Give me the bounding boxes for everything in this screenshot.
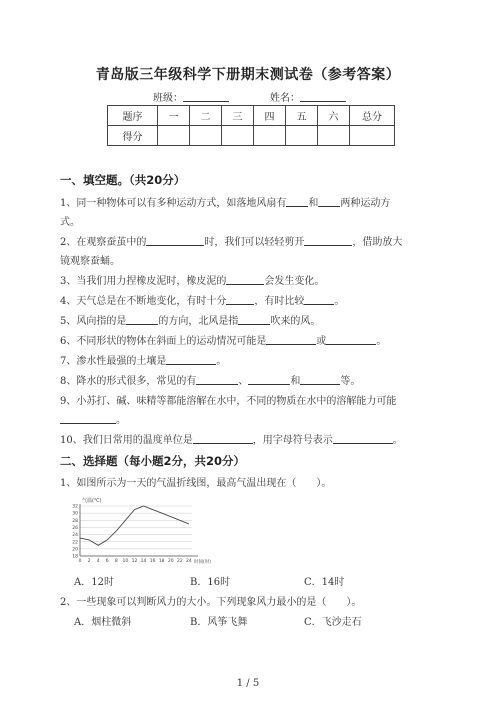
class-field <box>153 89 229 104</box>
question-text: 和 <box>308 198 319 209</box>
section-1-heading: 一、填空题。（共20分） <box>60 173 186 187</box>
score-table <box>107 105 395 146</box>
x-axis-label: 时间(时) <box>194 560 212 565</box>
document-title: 青岛版三年级科学下册期末测试卷（参考答案） <box>95 67 401 83</box>
q1-option-a[interactable]: A．12时 <box>74 577 114 588</box>
page-number: 1 / 5 <box>236 678 260 689</box>
answer-blank[interactable] <box>226 294 254 305</box>
score-cell[interactable] <box>222 126 254 146</box>
answer-blank[interactable] <box>318 196 340 207</box>
q2-option-c[interactable]: C．飞沙走石 <box>304 617 362 628</box>
y-tick-label: 20 <box>72 547 78 553</box>
x-tick-label: 0 <box>78 559 82 564</box>
choice-question-1: 1、如图所示为一天的气温折线图，最高气温出现在（ ）。 <box>60 478 332 489</box>
x-tick-label: 6 <box>105 559 109 564</box>
score-header-cell: 二 <box>190 106 222 126</box>
answer-blank[interactable] <box>304 294 334 305</box>
x-tick-label: 14 <box>140 559 147 564</box>
question-text: 、 <box>238 376 249 387</box>
y-tick-label: 26 <box>72 526 78 532</box>
score-cell[interactable] <box>190 126 222 146</box>
question-text: ，有时比较 <box>254 296 305 307</box>
question-3-line <box>60 272 324 287</box>
score-header-cell: 一 <box>158 106 190 126</box>
answer-blank[interactable] <box>286 196 308 207</box>
x-tick-label: 8 <box>114 559 118 564</box>
choice-question-2: 2、一些现象可以判断风力的大小。下列现象风力最小的是（ ）。 <box>60 597 362 608</box>
score-header-cell: 四 <box>254 106 286 126</box>
question-text: 。 <box>216 356 227 367</box>
question-text: 5、风向指的是 <box>60 316 127 327</box>
temperature-line-chart <box>66 494 212 566</box>
question-text: 式。 <box>60 217 80 228</box>
question-text: ，借助放大 <box>352 237 403 248</box>
question-1-line-cont <box>60 213 80 228</box>
x-tick-label: 2 <box>87 559 91 564</box>
answer-blank[interactable] <box>226 274 264 285</box>
q1-option-b[interactable]: B．16时 <box>190 577 231 588</box>
question-text: 2、在观察蚕茧中的 <box>60 237 147 248</box>
question-text: 3、当我们用力捏橡皮泥时，橡皮泥的 <box>60 276 227 287</box>
x-tick-label: 24 <box>186 559 192 564</box>
question-text: 时，我们可以轻轻剪开 <box>204 237 305 248</box>
question-4-line <box>60 292 344 307</box>
score-cell[interactable] <box>286 126 318 146</box>
question-text: 。 <box>392 435 403 446</box>
question-9-line-cont <box>60 411 126 426</box>
question-text: 吹来的风。 <box>270 316 321 327</box>
score-header-cell: 总分 <box>350 106 395 126</box>
score-table-score-row <box>108 126 395 146</box>
answer-blank[interactable] <box>193 433 253 444</box>
score-header-cell: 五 <box>286 106 318 126</box>
answer-blank[interactable] <box>248 374 290 385</box>
question-text: 镜观察蚕蛹。 <box>60 256 120 267</box>
score-cell[interactable] <box>158 126 190 146</box>
question-text: 4、天气总是在不断地变化，有时十分 <box>60 296 227 307</box>
question-10-line <box>60 431 403 446</box>
question-8-line <box>60 372 360 387</box>
score-cell[interactable] <box>318 126 350 146</box>
question-text: 两种运动方 <box>340 198 391 209</box>
name-field <box>270 89 346 104</box>
q2-option-b[interactable]: B．风筝飞舞 <box>190 617 248 628</box>
question-text: 10、我们日常用的温度单位是 <box>60 435 193 446</box>
question-text: 9、小苏打、碱、味精等都能溶解在水中，不同的物质在水中的溶解能力可能 <box>60 396 397 407</box>
y-tick-label: 28 <box>72 518 78 524</box>
question-text: 。 <box>334 296 345 307</box>
question-1-line <box>60 194 390 209</box>
y-tick-label: 22 <box>72 540 78 546</box>
x-tick-label: 10 <box>122 559 129 564</box>
answer-blank[interactable] <box>304 235 352 246</box>
answer-blank[interactable] <box>326 334 376 345</box>
q1-option-c[interactable]: C．14时 <box>304 577 345 588</box>
answer-blank[interactable] <box>238 314 270 325</box>
score-table-header-row <box>108 106 395 126</box>
answer-blank[interactable] <box>60 413 116 424</box>
q2-option-a[interactable]: A．烟柱微斜 <box>74 617 132 628</box>
x-tick-label: 18 <box>158 559 165 564</box>
question-text: 1、同一种物体可以有多种运动方式，如落地风扇有 <box>60 198 287 209</box>
question-text: 。 <box>376 336 387 347</box>
question-6-line <box>60 332 386 347</box>
x-tick-label: 4 <box>96 559 100 564</box>
y-tick-label: 18 <box>72 554 78 560</box>
score-header-cell: 三 <box>222 106 254 126</box>
question-text: 8、降水的形式很多，常见的有 <box>60 376 197 387</box>
x-tick-label: 16 <box>149 559 156 564</box>
question-5-line <box>60 312 320 327</box>
question-text: 6、不同形状的物体在斜面上的运动情况可能是 <box>60 336 267 347</box>
x-tick-label: 12 <box>131 559 138 564</box>
name-blank[interactable] <box>300 91 346 102</box>
score-header-cell: 六 <box>318 106 350 126</box>
question-text: 会发生变化。 <box>264 276 325 287</box>
answer-blank[interactable] <box>266 334 316 345</box>
question-text: 等。 <box>340 376 361 387</box>
answer-blank[interactable] <box>146 235 204 246</box>
question-text: 的方向，北风是指 <box>158 316 239 327</box>
name-label: 姓名： <box>270 93 300 104</box>
question-9-line <box>60 392 396 407</box>
question-7-line <box>60 352 226 367</box>
answer-blank[interactable] <box>126 314 158 325</box>
question-2-line-cont <box>60 252 120 267</box>
question-text: 和 <box>290 376 301 387</box>
question-text: 。 <box>116 415 126 426</box>
answer-blank[interactable] <box>166 354 216 365</box>
y-axis-label: 气温(℃) <box>82 498 102 504</box>
score-cell[interactable] <box>254 126 286 146</box>
answer-blank[interactable] <box>196 374 238 385</box>
score-cell[interactable] <box>350 126 395 146</box>
class-label: 班级： <box>153 93 183 104</box>
y-tick-label: 32 <box>72 504 78 510</box>
y-tick-label: 24 <box>72 533 78 539</box>
question-text: 7、渗水性最强的土壤是 <box>60 356 167 367</box>
y-tick-label: 30 <box>72 511 78 517</box>
chart-background <box>66 494 212 566</box>
score-row-label: 得分 <box>108 126 158 146</box>
section-2-heading: 二、选择题（每小题2分，共20分） <box>60 454 246 468</box>
answer-blank[interactable] <box>333 433 393 444</box>
answer-blank[interactable] <box>300 374 340 385</box>
x-tick-label: 20 <box>167 559 174 564</box>
question-text: ，用字母符号表示 <box>252 435 333 446</box>
class-blank[interactable] <box>183 91 229 102</box>
score-header-cell: 题序 <box>108 106 158 126</box>
question-text: 或 <box>316 336 327 347</box>
x-tick-label: 22 <box>176 559 183 564</box>
question-2-line <box>60 233 402 248</box>
